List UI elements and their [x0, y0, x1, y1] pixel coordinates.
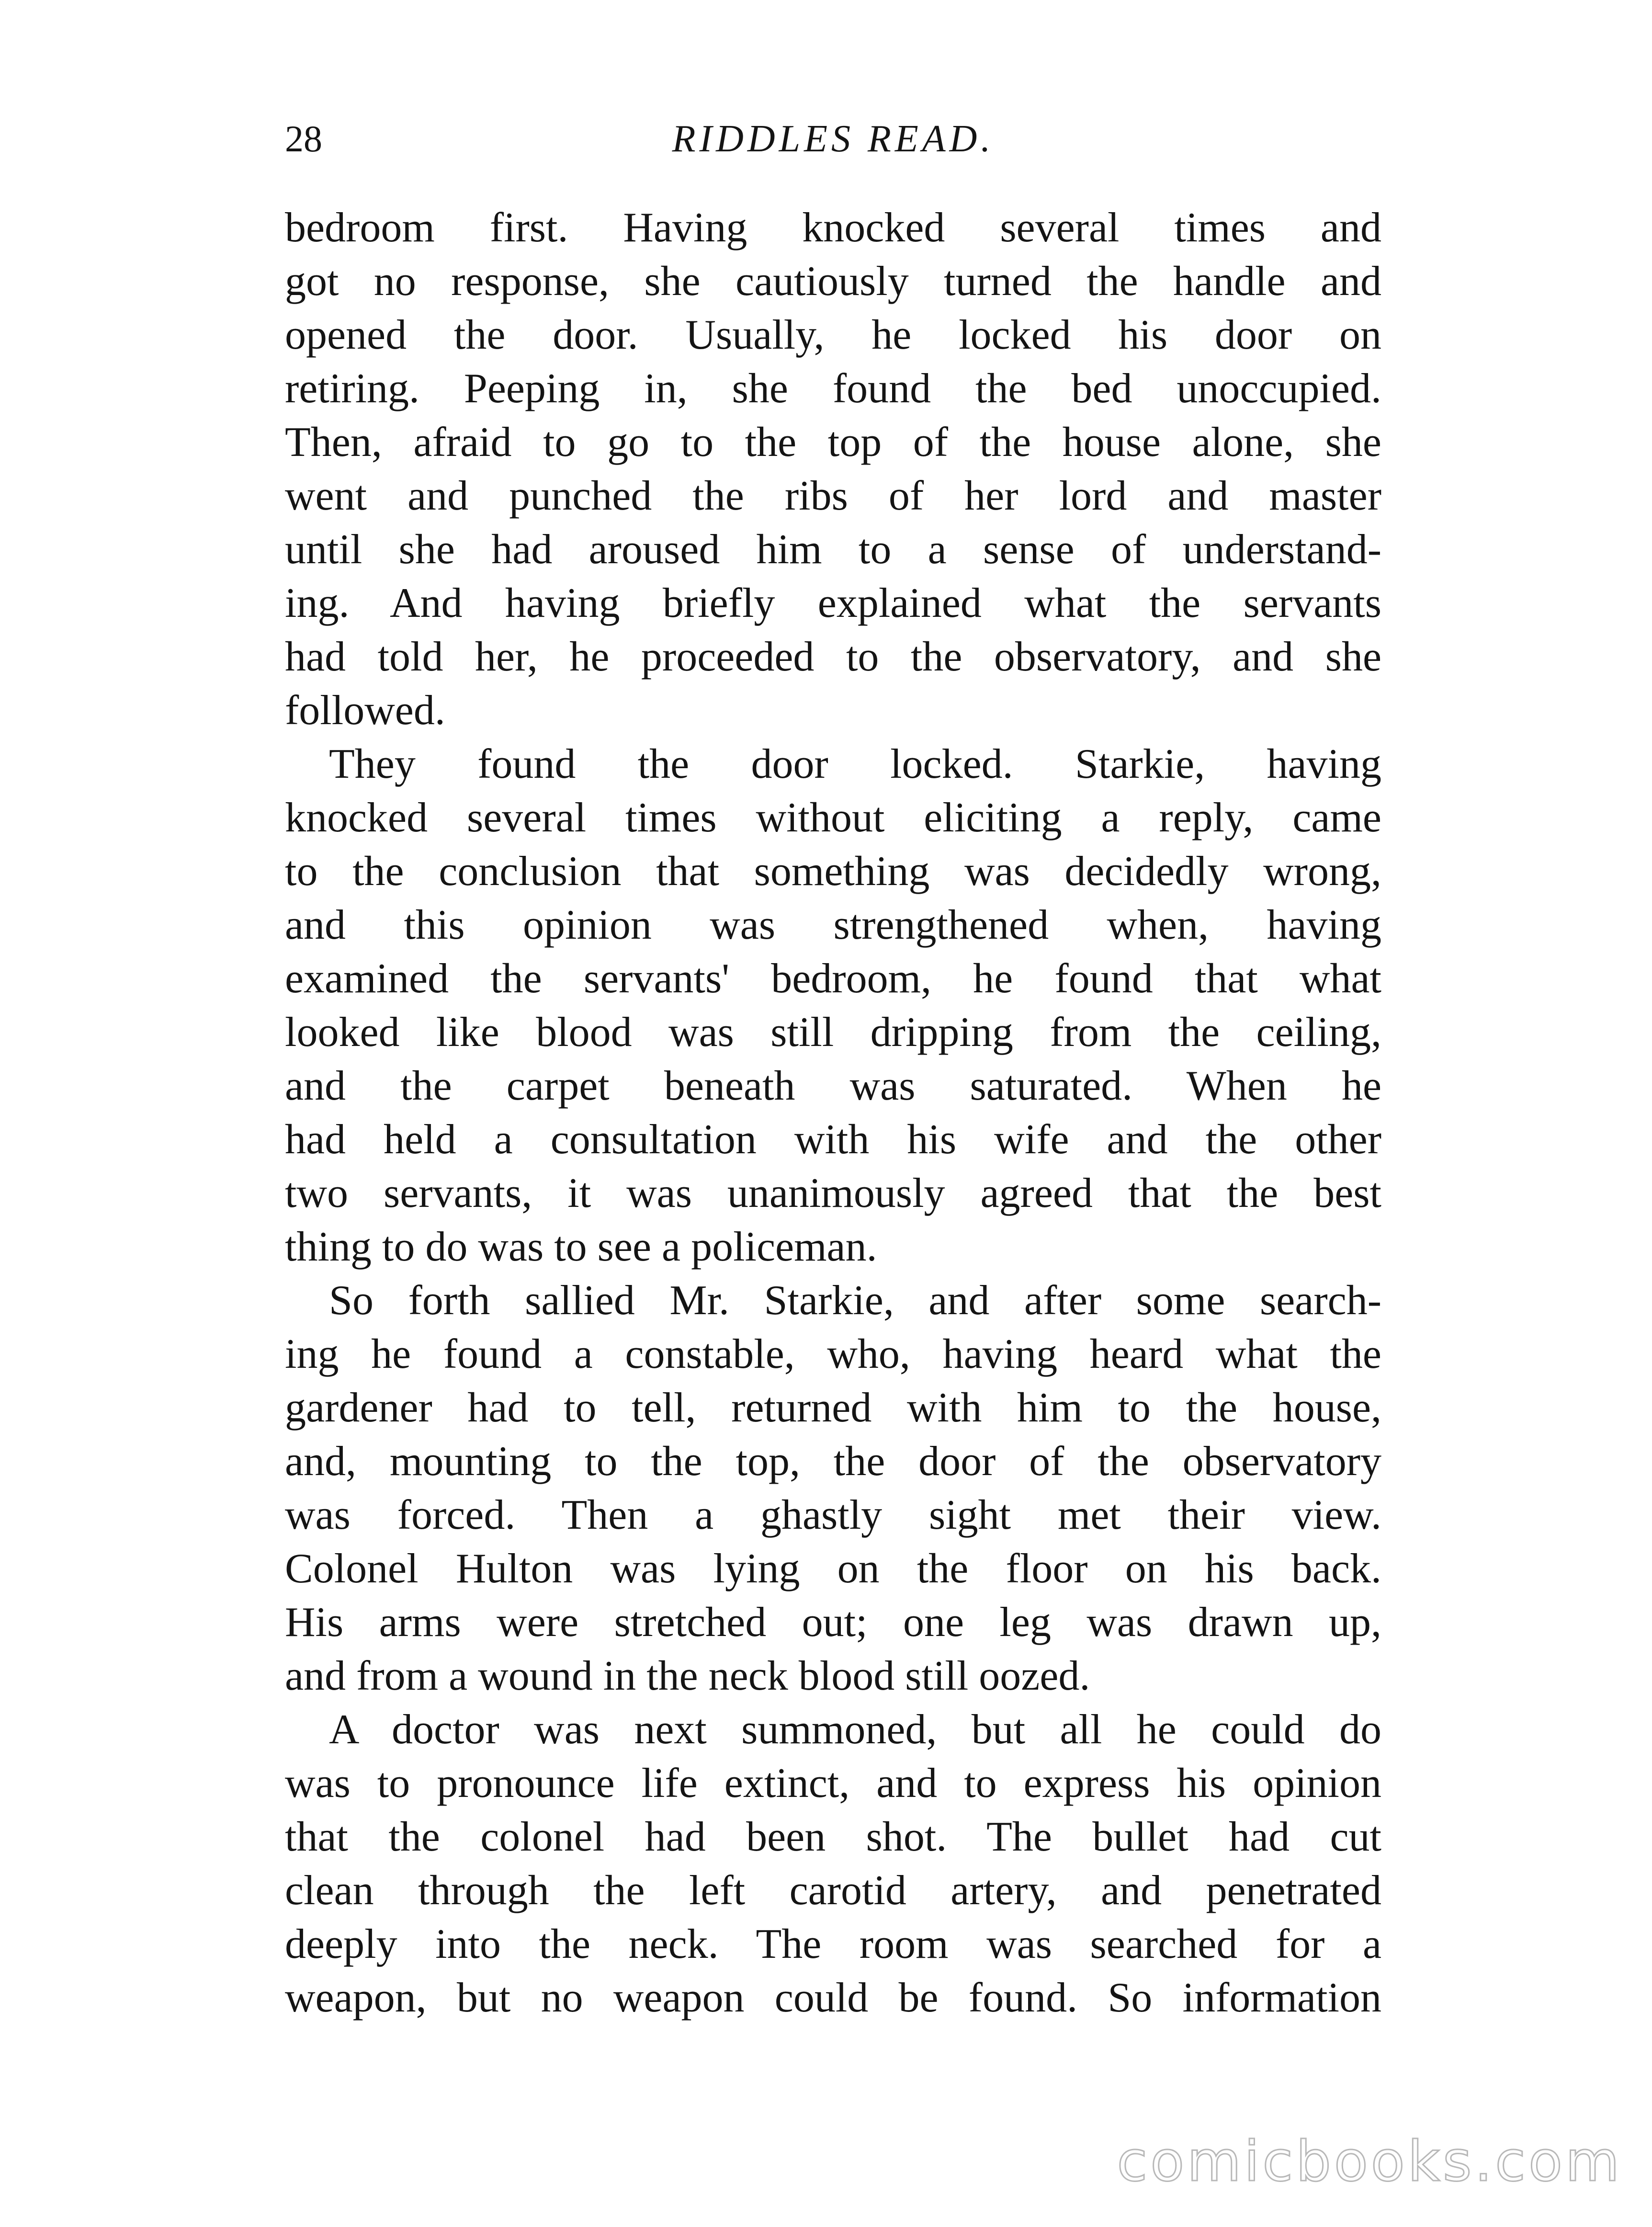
- text-line: ing he found a constable, who, having heard what the: [285, 1331, 1381, 1377]
- paragraph-start-line: So forth sallied Mr. Starkie, and after some search-: [329, 1277, 1381, 1324]
- text-line: Then, afraid to go to the top of the house alone, she: [285, 419, 1381, 466]
- text-line: was forced. Then a ghastly sight met their view.: [285, 1492, 1381, 1538]
- paragraph-start-line: A doctor was next summoned, but all he could do: [329, 1706, 1381, 1753]
- text-line: got no response, she cautiously turned the handle and: [285, 258, 1381, 305]
- paragraph-start-line: They found the door locked. Starkie, having: [329, 741, 1381, 787]
- text-line: followed.: [285, 687, 445, 734]
- text-line: examined the servants' bedroom, he found that what: [285, 955, 1381, 1002]
- text-line: and, mounting to the top, the door of the observatory: [285, 1438, 1381, 1485]
- text-line: until she had aroused him to a sense of understand-: [285, 526, 1381, 573]
- text-line: His arms were stretched out; one leg was drawn up,: [285, 1599, 1381, 1646]
- text-line: retiring. Peeping in, she found the bed unoccupied.: [285, 365, 1381, 412]
- text-line: and the carpet beneath was saturated. When he: [285, 1063, 1381, 1109]
- running-title: RIDDLES READ.: [672, 118, 995, 160]
- text-line: to the conclusion that something was decidedly wrong,: [285, 848, 1381, 895]
- text-line: and this opinion was strengthened when, having: [285, 902, 1381, 948]
- text-line: bedroom first. Having knocked several times and: [285, 205, 1381, 251]
- text-line: looked like blood was still dripping from the ceiling,: [285, 1009, 1381, 1056]
- watermark: comicbooks.com: [1117, 2129, 1622, 2194]
- page-header: [285, 110, 1381, 168]
- page-number: 28: [285, 118, 322, 159]
- text-line: weapon, but no weapon could be found. So information: [285, 1975, 1381, 2021]
- text-line: two servants, it was unanimously agreed that the best: [285, 1170, 1381, 1216]
- text-line: Colonel Hulton was lying on the floor on his back.: [285, 1545, 1381, 1592]
- text-line: that the colonel had been shot. The bullet had cut: [285, 1814, 1381, 1860]
- text-line: ing. And having briefly explained what the servants: [285, 580, 1381, 626]
- text-line: clean through the left carotid artery, and penetrated: [285, 1867, 1381, 1914]
- body-text: [285, 201, 1381, 2025]
- text-line: was to pronounce life extinct, and to express his opinion: [285, 1760, 1381, 1807]
- text-line: and from a wound in the neck blood still oozed.: [285, 1653, 1090, 1699]
- text-line: had held a consultation with his wife and the other: [285, 1116, 1381, 1163]
- text-line: went and punched the ribs of her lord and master: [285, 473, 1381, 519]
- text-line: deeply into the neck. The room was searched for a: [285, 1921, 1381, 1967]
- text-line: opened the door. Usually, he locked his door on: [285, 312, 1381, 358]
- text-line: gardener had to tell, returned with him to the house,: [285, 1385, 1381, 1431]
- text-line: thing to do was to see a policeman.: [285, 1224, 877, 1270]
- text-line: knocked several times without eliciting a reply, came: [285, 795, 1381, 841]
- text-line: had told her, he proceeded to the observatory, and she: [285, 634, 1381, 680]
